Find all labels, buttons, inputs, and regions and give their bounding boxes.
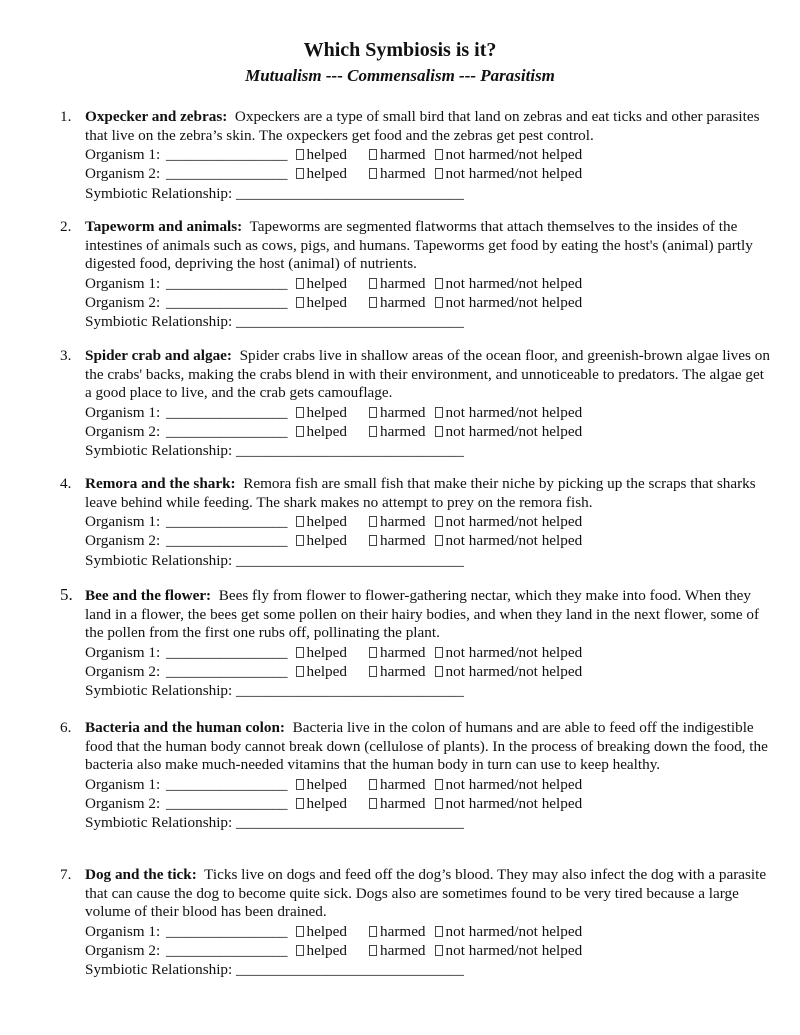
helped-label: helped (306, 532, 347, 550)
checkbox-icon[interactable] (296, 426, 304, 437)
symbiotic-blank[interactable]: ______________________________ (236, 442, 464, 460)
symbiotic-blank[interactable]: ______________________________ (236, 814, 464, 832)
neither-label: not harmed/not helped (445, 643, 583, 661)
symbiotic-row (85, 551, 770, 570)
neither-label: not harmed/not helped (445, 146, 583, 164)
checkbox-icon[interactable] (435, 926, 443, 937)
organism-2-label: Organism 2: (85, 794, 161, 812)
organism-1-row (85, 775, 770, 794)
question-heading: Tapeworm and animals: (85, 218, 243, 235)
helped-label: helped (306, 794, 347, 812)
checkbox-icon[interactable] (296, 647, 304, 658)
checkbox-icon[interactable] (369, 666, 377, 677)
organism-1-row (85, 512, 770, 531)
question-text: Remora fish are small fish that make their niche by picking up the scraps that sharks leave behind while feeding. The shark makes no attempt to prey on the remora fish. (85, 475, 756, 511)
organism-1-row (85, 274, 770, 293)
helped-option[interactable] (296, 775, 347, 794)
question-text: Oxpeckers are a type of small bird that land on zebras and eat ticks and other parasites that live on the zebra’s skin. The oxpeckers get food and the zebras get pest control. (85, 108, 760, 144)
organism-2-row (85, 531, 770, 550)
question-item-1 (60, 108, 770, 203)
question-number: 1. (60, 108, 72, 125)
question-heading: Remora and the shark: (85, 475, 236, 492)
helped-label: helped (306, 165, 347, 183)
organism-1-label: Organism 1: (85, 643, 161, 661)
question-text: Spider crabs live in shallow areas of the ocean floor, and greenish-brown algae lives on the crabs' backs, making the crabs blend in with their environment, and unnoticeable to predators. The algae get a good place to live, and the crab gets camouflage. (85, 347, 770, 402)
organism-2-row (85, 794, 770, 813)
organism-1-row (85, 922, 770, 941)
helped-option[interactable] (296, 922, 347, 941)
organism-2-row (85, 164, 770, 183)
checkbox-icon[interactable] (296, 798, 304, 809)
checkbox-icon[interactable] (296, 945, 304, 956)
organism-1-label: Organism 1: (85, 403, 161, 421)
harmed-label: harmed (379, 513, 426, 531)
helped-option[interactable] (296, 145, 347, 164)
checkbox-icon[interactable] (369, 168, 377, 179)
organism-2-blank[interactable]: ________________ (166, 165, 288, 183)
question-text: Bacteria live in the colon of humans and are able to feed off the indigestible food that the human body cannot break down (cellulose of plants). In the process of breaking down the food, the bacteria also make much-needed vitamins that the human body in turn can use to keep healthy. (85, 719, 768, 774)
harmed-option[interactable] (369, 794, 426, 813)
harmed-label: harmed (379, 293, 426, 311)
helped-option[interactable] (296, 794, 347, 813)
symbiotic-blank[interactable]: ______________________________ (236, 961, 464, 979)
checkbox-icon[interactable] (296, 535, 304, 546)
organism-1-blank[interactable]: ________________ (166, 922, 288, 940)
organism-2-label: Organism 2: (85, 293, 161, 311)
checkbox-icon[interactable] (369, 779, 377, 790)
question-heading: Bacteria and the human colon: (85, 719, 285, 736)
question-number: 4. (60, 475, 72, 492)
harmed-option[interactable] (369, 274, 426, 293)
harmed-label: harmed (379, 274, 426, 292)
helped-option[interactable] (296, 293, 347, 312)
question-paragraph (85, 719, 770, 775)
question-paragraph (85, 866, 770, 922)
organism-1-blank[interactable]: ________________ (166, 274, 288, 292)
harmed-option[interactable] (369, 422, 426, 441)
symbiotic-label: Symbiotic Relationship: (85, 961, 233, 979)
question-item-4 (60, 475, 770, 570)
harmed-option[interactable] (369, 662, 426, 681)
checkbox-icon[interactable] (369, 297, 377, 308)
harmed-option[interactable] (369, 293, 426, 312)
question-heading: Oxpecker and zebras: (85, 108, 228, 125)
neither-label: not harmed/not helped (445, 794, 583, 812)
neither-option[interactable] (435, 403, 583, 422)
organism-2-label: Organism 2: (85, 532, 161, 550)
checkbox-icon[interactable] (369, 278, 377, 289)
symbiotic-label: Symbiotic Relationship: (85, 682, 233, 700)
helped-option[interactable] (296, 512, 347, 531)
organism-1-blank[interactable]: ________________ (166, 403, 288, 421)
harmed-option[interactable] (369, 922, 426, 941)
helped-option[interactable] (296, 274, 347, 293)
harmed-label: harmed (379, 922, 426, 940)
checkbox-icon[interactable] (296, 168, 304, 179)
checkbox-icon[interactable] (435, 647, 443, 658)
neither-option[interactable] (435, 794, 583, 813)
symbiotic-label: Symbiotic Relationship: (85, 313, 233, 331)
question-text: Tapeworms are segmented flatworms that attach themselves to the insides of the intestines of animals such as cows, pigs, and humans. Tapeworms get food by eating the host's (animal) partly digested food, depriving the host (animal) of nutrients. (85, 218, 753, 273)
organism-2-blank[interactable]: ________________ (166, 422, 288, 440)
question-item-2 (60, 218, 770, 331)
symbiotic-label: Symbiotic Relationship: (85, 814, 233, 832)
harmed-label: harmed (379, 941, 426, 959)
question-paragraph (85, 587, 770, 643)
harmed-option[interactable] (369, 512, 426, 531)
neither-option[interactable] (435, 274, 583, 293)
harmed-label: harmed (379, 794, 426, 812)
harmed-option[interactable] (369, 403, 426, 422)
harmed-label: harmed (379, 662, 426, 680)
checkbox-icon[interactable] (435, 798, 443, 809)
symbiotic-row (85, 960, 770, 979)
symbiotic-blank[interactable]: ______________________________ (236, 551, 464, 569)
helped-label: helped (306, 775, 347, 793)
organism-1-label: Organism 1: (85, 513, 161, 531)
organism-1-label: Organism 1: (85, 775, 161, 793)
checkbox-icon[interactable] (369, 535, 377, 546)
organism-2-row (85, 941, 770, 960)
neither-option[interactable] (435, 922, 583, 941)
checkbox-icon[interactable] (435, 945, 443, 956)
organism-2-blank[interactable]: ________________ (166, 293, 288, 311)
helped-option[interactable] (296, 422, 347, 441)
neither-label: not harmed/not helped (445, 422, 583, 440)
question-text: Ticks live on dogs and feed off the dog’s blood. They may also infect the dog with a parasite that can cause the dog to become quite sick. Dogs also are sometimes found to be very tired because a large volume of their blood has been drained. (85, 866, 767, 921)
helped-label: helped (306, 146, 347, 164)
organism-2-blank[interactable]: ________________ (166, 662, 288, 680)
neither-option[interactable] (435, 512, 583, 531)
organism-2-label: Organism 2: (85, 941, 161, 959)
neither-label: not harmed/not helped (445, 532, 583, 550)
harmed-option[interactable] (369, 531, 426, 550)
symbiotic-blank[interactable]: ______________________________ (236, 313, 464, 331)
checkbox-icon[interactable] (435, 297, 443, 308)
neither-option[interactable] (435, 662, 583, 681)
symbiotic-row (85, 441, 770, 460)
checkbox-icon[interactable] (369, 798, 377, 809)
checkbox-icon[interactable] (435, 278, 443, 289)
worksheet-title: Which Symbiosis is it? (303, 39, 497, 61)
organism-2-blank[interactable]: ________________ (166, 794, 288, 812)
neither-label: not harmed/not helped (445, 513, 583, 531)
organism-1-row (85, 643, 770, 662)
neither-option[interactable] (435, 531, 583, 550)
question-item-6 (60, 719, 770, 832)
neither-option[interactable] (435, 164, 583, 183)
organism-2-blank[interactable]: ________________ (166, 941, 288, 959)
checkbox-icon[interactable] (369, 407, 377, 418)
organism-1-row (85, 145, 770, 164)
harmed-label: harmed (379, 146, 426, 164)
neither-option[interactable] (435, 145, 583, 164)
harmed-option[interactable] (369, 643, 426, 662)
question-number: 5. (60, 585, 73, 604)
helped-label: helped (306, 293, 347, 311)
question-number: 3. (60, 347, 72, 364)
checkbox-icon[interactable] (296, 666, 304, 677)
harmed-option[interactable] (369, 775, 426, 794)
organism-2-blank[interactable]: ________________ (166, 532, 288, 550)
checkbox-icon[interactable] (435, 407, 443, 418)
question-item-5 (60, 587, 770, 700)
neither-label: not harmed/not helped (445, 775, 583, 793)
helped-option[interactable] (296, 643, 347, 662)
harmed-label: harmed (379, 643, 426, 661)
harmed-label: harmed (379, 775, 426, 793)
neither-option[interactable] (435, 941, 583, 960)
harmed-option[interactable] (369, 145, 426, 164)
symbiotic-label: Symbiotic Relationship: (85, 551, 233, 569)
organism-2-row (85, 662, 770, 681)
harmed-label: harmed (379, 403, 426, 421)
question-paragraph (85, 218, 770, 274)
harmed-label: harmed (379, 422, 426, 440)
neither-option[interactable] (435, 422, 583, 441)
harmed-option[interactable] (369, 941, 426, 960)
helped-label: helped (306, 922, 347, 940)
checkbox-icon[interactable] (296, 779, 304, 790)
harmed-option[interactable] (369, 164, 426, 183)
question-number: 6. (60, 719, 72, 736)
checkbox-icon[interactable] (296, 297, 304, 308)
neither-label: not harmed/not helped (445, 274, 583, 292)
organism-2-label: Organism 2: (85, 422, 161, 440)
helped-label: helped (306, 643, 347, 661)
question-item-3 (60, 347, 770, 460)
checkbox-icon[interactable] (435, 779, 443, 790)
checkbox-icon[interactable] (296, 149, 304, 160)
neither-option[interactable] (435, 775, 583, 794)
question-heading: Bee and the flower: (85, 587, 212, 604)
neither-label: not harmed/not helped (445, 922, 583, 940)
organism-1-blank[interactable]: ________________ (166, 146, 288, 164)
organism-1-label: Organism 1: (85, 274, 161, 292)
helped-label: helped (306, 403, 347, 421)
checkbox-icon[interactable] (435, 535, 443, 546)
checkbox-icon[interactable] (435, 666, 443, 677)
neither-label: not harmed/not helped (445, 941, 583, 959)
neither-label: not harmed/not helped (445, 165, 583, 183)
neither-label: not harmed/not helped (445, 662, 583, 680)
helped-label: helped (306, 422, 347, 440)
helped-option[interactable] (296, 662, 347, 681)
neither-option[interactable] (435, 293, 583, 312)
question-heading: Spider crab and algae: (85, 347, 232, 364)
question-paragraph (85, 475, 770, 512)
organism-2-label: Organism 2: (85, 165, 161, 183)
symbiotic-blank[interactable]: ______________________________ (236, 184, 464, 202)
question-number: 7. (60, 866, 72, 883)
checkbox-icon[interactable] (296, 407, 304, 418)
question-paragraph (85, 347, 770, 403)
checkbox-icon[interactable] (435, 149, 443, 160)
organism-2-row (85, 422, 770, 441)
checkbox-icon[interactable] (369, 426, 377, 437)
helped-option[interactable] (296, 941, 347, 960)
symbiotic-row (85, 681, 770, 700)
harmed-label: harmed (379, 532, 426, 550)
checkbox-icon[interactable] (296, 926, 304, 937)
checkbox-icon[interactable] (435, 168, 443, 179)
question-item-7 (60, 866, 770, 979)
helped-option[interactable] (296, 403, 347, 422)
harmed-label: harmed (379, 165, 426, 183)
question-heading: Dog and the tick: (85, 866, 197, 883)
helped-label: helped (306, 662, 347, 680)
checkbox-icon[interactable] (369, 149, 377, 160)
symbiotic-label: Symbiotic Relationship: (85, 184, 233, 202)
question-number: 2. (60, 218, 72, 235)
organism-1-blank[interactable]: ________________ (166, 775, 288, 793)
question-text: Bees fly from flower to flower-gathering nectar, which they make into food. When they land in a flower, the bees get some pollen on their hairy bodies, and when they land in the next flower, some of the pollen from the first one rubs off, pollinating the plant. (85, 587, 760, 642)
worksheet-subtitle: Mutualism --- Commensalism --- Parasitism (245, 66, 555, 85)
checkbox-icon[interactable] (369, 647, 377, 658)
symbiotic-row (85, 312, 770, 331)
symbiotic-row (85, 184, 770, 203)
organism-1-label: Organism 1: (85, 146, 161, 164)
helped-label: helped (306, 941, 347, 959)
organism-1-blank[interactable]: ________________ (166, 643, 288, 661)
checkbox-icon[interactable] (296, 278, 304, 289)
neither-label: not harmed/not helped (445, 293, 583, 311)
neither-option[interactable] (435, 643, 583, 662)
symbiotic-blank[interactable]: ______________________________ (236, 682, 464, 700)
helped-label: helped (306, 274, 347, 292)
organism-1-label: Organism 1: (85, 922, 161, 940)
checkbox-icon[interactable] (435, 426, 443, 437)
checkbox-icon[interactable] (369, 926, 377, 937)
organism-1-blank[interactable]: ________________ (166, 513, 288, 531)
checkbox-icon[interactable] (369, 516, 377, 527)
question-paragraph (85, 108, 770, 145)
checkbox-icon[interactable] (435, 516, 443, 527)
organism-2-row (85, 293, 770, 312)
helped-option[interactable] (296, 164, 347, 183)
neither-label: not harmed/not helped (445, 403, 583, 421)
helped-option[interactable] (296, 531, 347, 550)
checkbox-icon[interactable] (296, 516, 304, 527)
symbiotic-row (85, 813, 770, 832)
helped-label: helped (306, 513, 347, 531)
checkbox-icon[interactable] (369, 945, 377, 956)
symbiotic-label: Symbiotic Relationship: (85, 442, 233, 460)
organism-1-row (85, 403, 770, 422)
organism-2-label: Organism 2: (85, 662, 161, 680)
